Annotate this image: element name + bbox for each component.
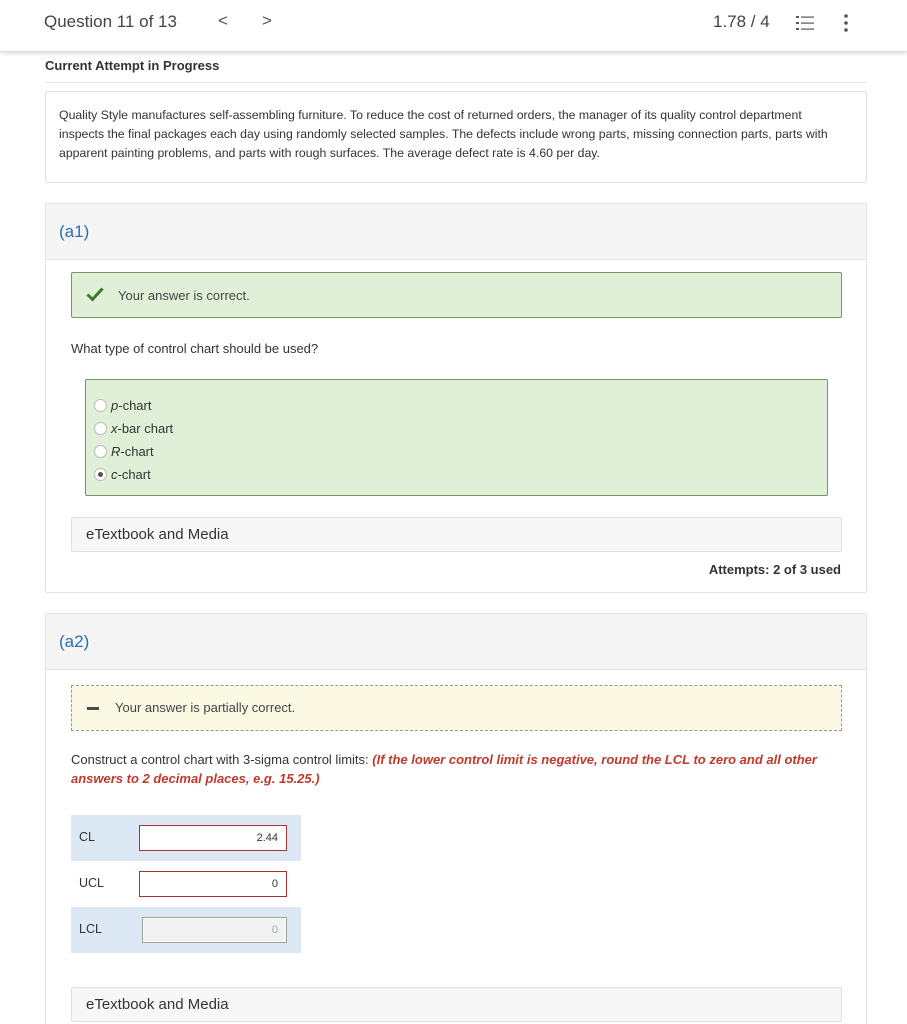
part-a2-section: [45, 613, 867, 1024]
lcl-row: [71, 907, 301, 953]
attempt-status-title: Current Attempt in Progress: [45, 58, 220, 73]
question-list-icon[interactable]: [796, 14, 814, 32]
score-display: 1.78 / 4: [713, 12, 770, 31]
part-a1-section: [45, 203, 867, 593]
question-text: What type of control chart should be used?: [71, 341, 319, 356]
instruction-main: Construct a control chart with 3-sigma control limits:: [71, 752, 369, 767]
lcl-input[interactable]: 0: [142, 917, 287, 943]
divider: [45, 82, 867, 83]
choice-suffix: -chart: [118, 397, 152, 413]
part-a1-header: [46, 204, 866, 260]
feedback-text: Your answer is correct.: [118, 288, 250, 303]
choice-c-chart[interactable]: [94, 464, 151, 484]
etextbook-media-button[interactable]: [71, 987, 842, 1022]
choice-prefix: x: [111, 420, 118, 436]
cl-input[interactable]: 2.44: [139, 825, 287, 851]
next-question-button[interactable]: >: [262, 11, 272, 30]
top-bar: [0, 0, 907, 52]
cl-label: CL: [79, 830, 95, 844]
part-a2-label: (a2): [59, 632, 90, 651]
radio-button[interactable]: [94, 399, 107, 412]
checkmark-icon: [86, 286, 104, 302]
partial-dash-icon: [87, 707, 99, 710]
etextbook-media-button[interactable]: [71, 517, 842, 552]
partial-feedback-banner: [71, 685, 842, 731]
ucl-row: [71, 861, 301, 907]
attempts-counter: Attempts: 2 of 3 used: [708, 562, 841, 577]
ucl-label: UCL: [79, 876, 105, 890]
feedback-text: Your answer is partially correct.: [115, 700, 296, 715]
problem-text: Quality Style manufactures self-assembling furniture. To reduce the cost of returned orders, the manager of its quality control department inspects the final packages each day using randomly selected samples. The defects include wrong parts, missing connection parts, parts with apparent painting problems, and parts with rough surfaces. The average defect rate is 4.60 per day.: [59, 108, 828, 160]
part-a1-label: (a1): [59, 222, 90, 241]
choice-prefix: c: [111, 466, 118, 482]
choice-prefix: p: [111, 397, 119, 413]
radio-button[interactable]: [94, 422, 107, 435]
ucl-input[interactable]: 0: [139, 871, 287, 897]
choice-x-bar-chart[interactable]: [94, 418, 173, 438]
radio-button-selected[interactable]: [94, 468, 107, 481]
part-a2-header: [46, 614, 866, 670]
correct-feedback-banner: [71, 272, 842, 318]
instruction-text: [71, 750, 831, 788]
choice-r-chart[interactable]: [94, 441, 154, 461]
choice-suffix: -chart: [120, 443, 154, 459]
choice-suffix: -bar chart: [117, 420, 174, 436]
choice-suffix: -chart: [117, 466, 151, 482]
control-limits-table: [71, 815, 301, 953]
lcl-label: LCL: [79, 922, 102, 936]
radio-button[interactable]: [94, 445, 107, 458]
cl-row: [71, 815, 301, 861]
choice-p-chart[interactable]: [94, 395, 151, 415]
etextbook-label: eTextbook and Media: [86, 996, 229, 1013]
more-options-icon[interactable]: [842, 13, 850, 33]
instruction-note: (If the lower control limit is negative, round the LCL to zero and all other answers to 2 decimal places, e.g. 15.25.): [71, 752, 817, 786]
previous-question-button[interactable]: <: [218, 11, 228, 30]
question-counter: Question 11 of 13: [44, 12, 177, 31]
problem-statement: [45, 91, 867, 183]
answer-choices: [85, 379, 828, 496]
choice-prefix: R: [111, 443, 121, 459]
etextbook-label: eTextbook and Media: [86, 526, 229, 543]
